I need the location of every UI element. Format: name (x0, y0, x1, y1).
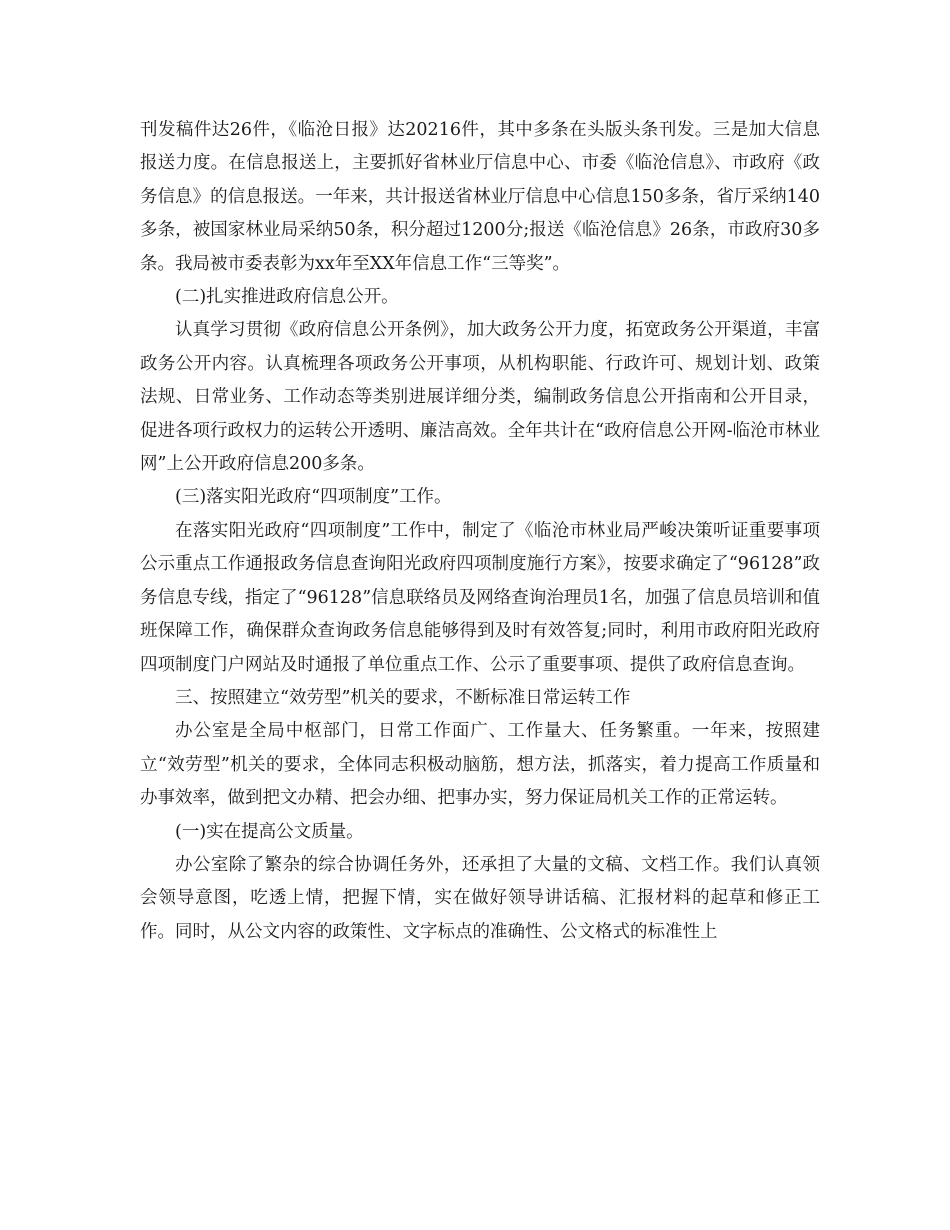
paragraph-info-disclosure: 认真学习贯彻《政府信息公开条例》，加大政务公开力度，拓宽政务公开渠道，丰富政务公开内容。认真梳理各项政务公开事项，从机构职能、行政许可、规划计划、政策法规、日常业务、工作动态等类别进展详细分类，编制政务信息公开指南和公开目录，促进各项行政权力的运转公开透明、廉洁高效。全年共计在“政府信息公开网-临沧市林业网”上公开政府信息200多条。 (140, 320, 820, 475)
paragraph-document-quality: 办公室除了繁杂的综合协调任务外，还承担了大量的文稿、文档工作。我们认真领会领导意图，吃透上情，把握下情，实在做好领导讲话稿、汇报材料的起草和修正工作。同时，从公文内容的政策性、文字标点的准确性、公文格式的标准性上 (140, 854, 820, 942)
document-page (140, 114, 820, 949)
paragraph-four-systems: 在落实阳光政府“四项制度”工作中，制定了《临沧市林业局严峻决策听证重要事项公示重点工作通报政务信息查询阳光政府四项制度施行方案》，按要求确定了“96128”政务信息专线，指定了“96128”信息联络员及网络查询治理员1名，加强了信息员培训和值班保障工作，确保群众查询政务信息能够得到及时有效答复;同时，利用市政府阳光政府四项制度门户网站及时通报了单位重点工作、公示了重要事项、提供了政府信息查询。 (140, 520, 820, 675)
heading-info-disclosure: (二)扎实推进政府信息公开。 (175, 287, 399, 308)
heading-service-agency: 三、按照建立“效劳型”机关的要求，不断标准日常运转工作 (175, 687, 631, 708)
heading-document-quality: (一)实在提高公文质量。 (175, 821, 364, 842)
paragraph-service-agency: 办公室是全局中枢部门，日常工作面广、工作量大、任务繁重。一年来，按照建立“效劳型”机关的要求，全体同志积极动脑筋，想方法，抓落实，着力提高工作质量和办事效率，做到把文办精、把会办细、把事办实，努力保证局机关工作的正常运转。 (140, 721, 820, 809)
heading-four-systems: (三)落实阳光政府“四项制度”工作。 (175, 487, 452, 508)
paragraph-info-reporting: 刊发稿件达26件，《临沧日报》达20216件，其中多条在头版头条刊发。三是加大信息报送力度。在信息报送上，主要抓好省林业厅信息中心、市委《临沧信息》、市政府《政务信息》的信息报送。一年来，共计报送省林业厅信息中心信息150多条，省厅采纳140多条，被国家林业局采纳50条，积分超过1200分;报送《临沧信息》26条，市政府30多条。我局被市委表彰为xx年至XX年信息工作“三等奖”。 (140, 120, 820, 274)
